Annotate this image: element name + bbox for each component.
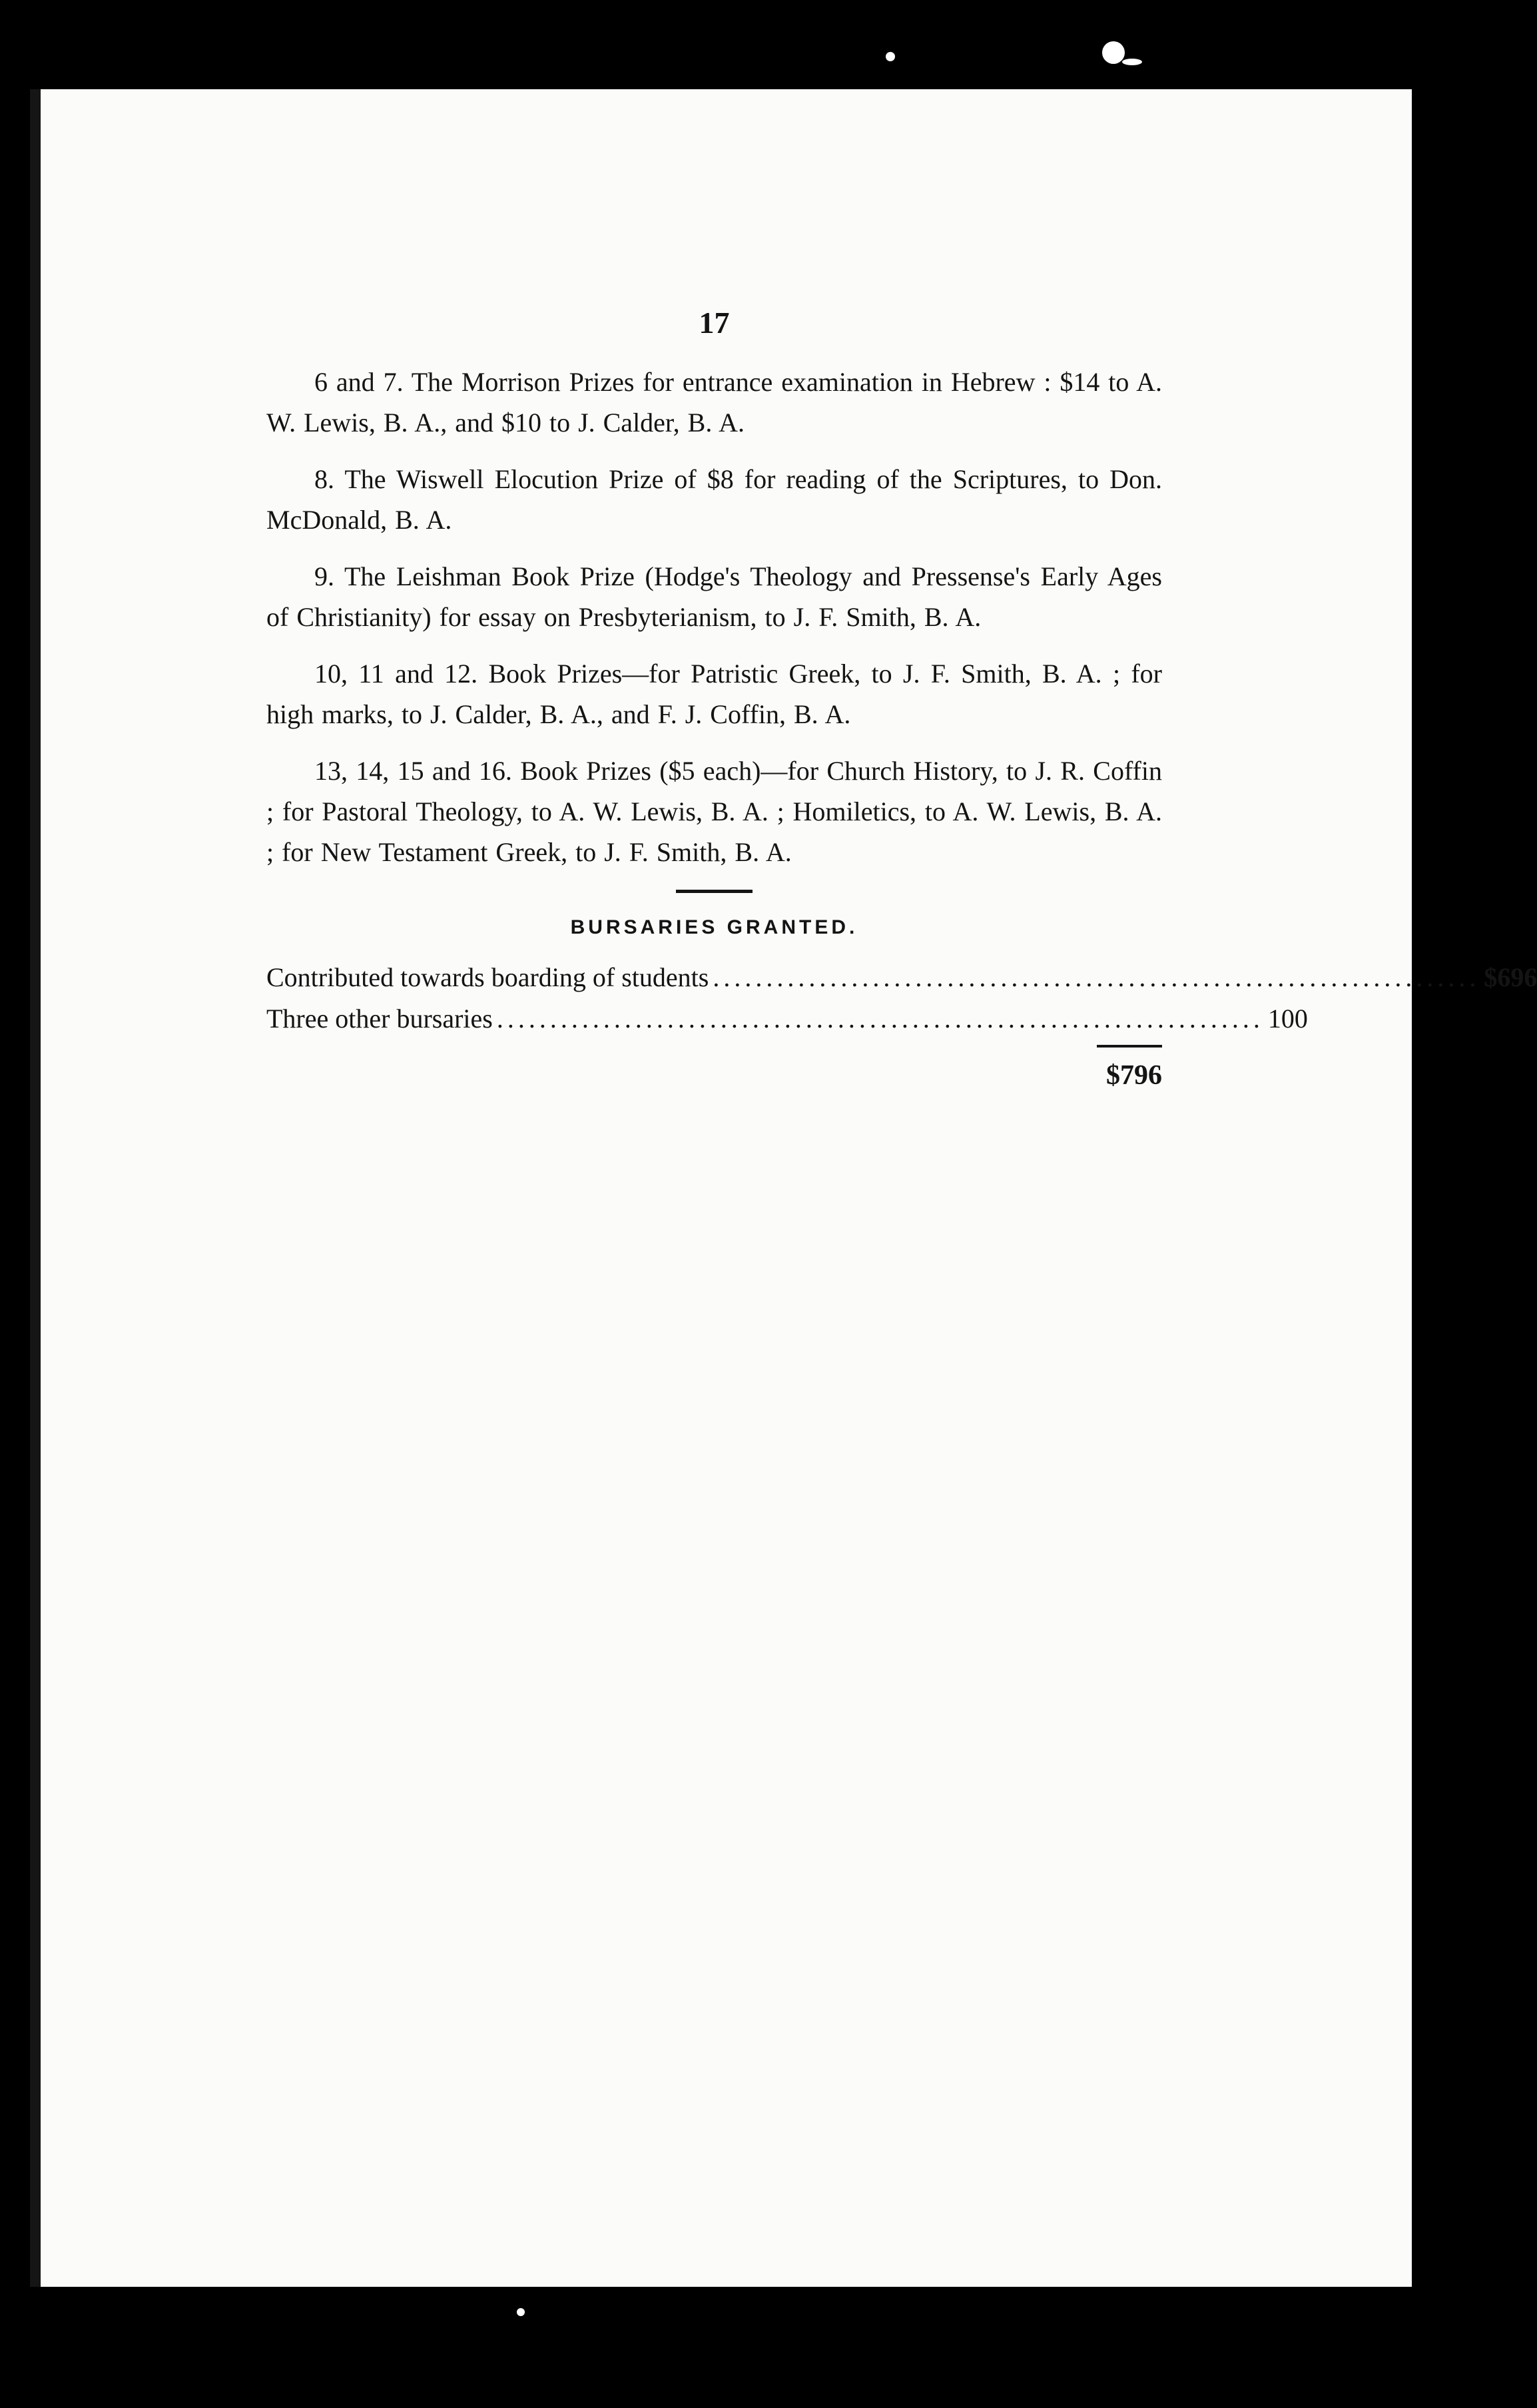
paragraph-book-prizes-10-12: 10, 11 and 12. Book Prizes—for Patristic Greek, to J. F. Smith, B. A. ; for high marks, to J. Calder, B. A., and F. J. Coffin, B. A.: [266, 659, 1162, 729]
paragraph-book-prizes-13-16: 13, 14, 15 and 16. Book Prizes ($5 each)—for Church History, to J. R. Coffin ; for Pastoral Theology, to A. W. Lewis, B. A. ; Homiletics, to A. W. Lewis, B. A. ; for New Testament Greek, to J. F. Smith, B. A.: [266, 756, 1162, 867]
page-number: 17: [699, 306, 730, 340]
total-rule: [1097, 1045, 1162, 1048]
dot-leader: ........................................................................: [496, 1004, 1264, 1034]
bursary-amount: 100: [1267, 1004, 1308, 1034]
bursary-label: Contributed towards boarding of students: [266, 962, 709, 992]
section-divider: [676, 890, 753, 893]
bursary-amount: $696: [1484, 962, 1537, 992]
bursaries-total: $796: [1106, 1060, 1162, 1091]
paragraph-morrison-prizes: 6 and 7. The Morrison Prizes for entrance examination in Hebrew : $14 to A. W. Lewis, B. A., and $10 to J. Calder, B. A.: [266, 367, 1162, 438]
bursaries-table: [266, 957, 1537, 1095]
paragraph-leishman-prize: 9. The Leishman Book Prize (Hodge's Theology and Pressense's Early Ages of Christianity) for essay on Presbyterianism, to J. F. Smith, B. A.: [266, 561, 1162, 632]
dot-leader: ........................................................................: [713, 962, 1480, 992]
bursary-row: [266, 998, 1308, 1040]
scan-speck: [517, 2308, 525, 2316]
total-rule-wrap: [266, 1045, 1162, 1055]
scan-speck: [1102, 41, 1125, 64]
scan-speck: [886, 52, 895, 61]
bursary-label: Three other bursaries: [266, 1004, 493, 1034]
page-text-block: [266, 303, 1537, 1095]
bursary-row: [266, 957, 1537, 998]
page-binding-edge: [30, 89, 41, 2287]
paragraph-wiswell-prize: 8. The Wiswell Elocution Prize of $8 for reading of the Scriptures, to Don. McDonald, B. A.: [266, 464, 1162, 535]
bursaries-heading: BURSARIES GRANTED.: [570, 916, 858, 938]
scan-speck: [1122, 59, 1142, 65]
